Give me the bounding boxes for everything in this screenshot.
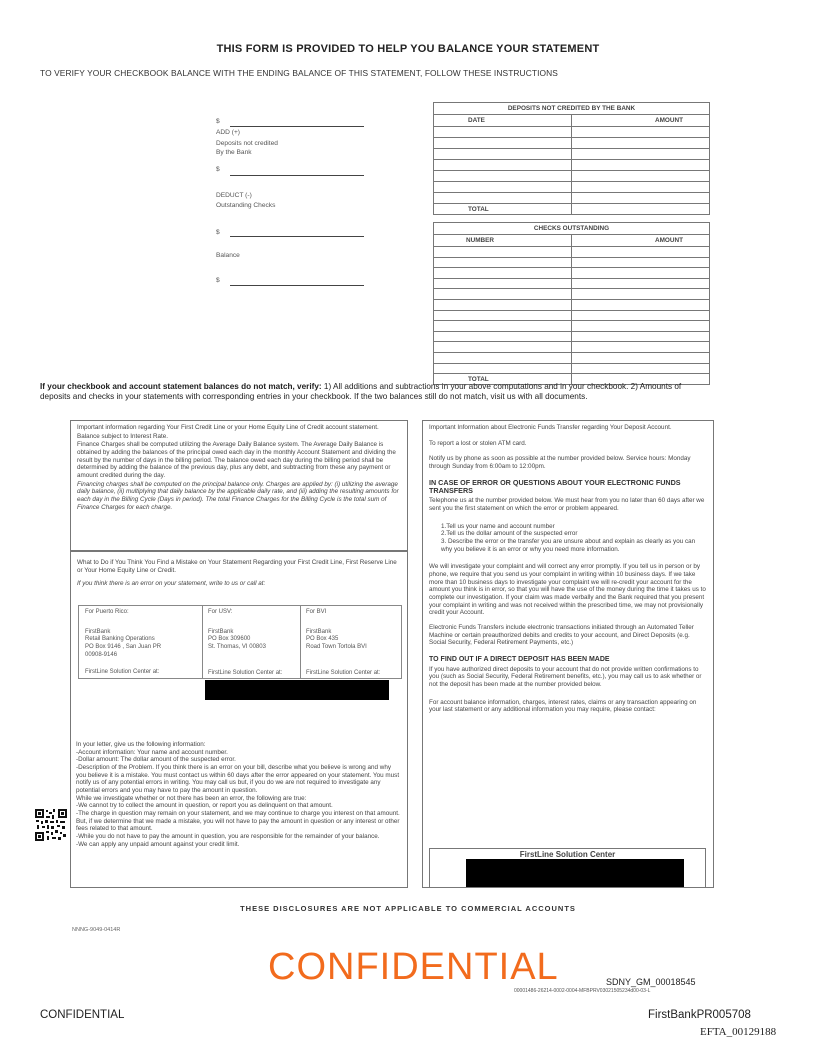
table-cell[interactable] xyxy=(434,182,572,193)
table-cell[interactable] xyxy=(572,321,710,332)
address-line: PO Box 309600 xyxy=(208,636,251,643)
qr-code-icon xyxy=(34,808,68,842)
finance-charges-text: Finance Charges shall be computed utilizing the Average Daily Balance system. The Average Daily Balance is obtained by adding the balances of the principal owed each day in the monthly Account Statement and dividing the result by the number of days in the billing period. The balance owed each day during the billing period shall be determined by adding the balance of the previous day, plus any debt, and subtracting from these any payment or amount credited during the day. xyxy=(77,441,396,480)
letter-line: -The charge in question may remain on your statement, and we may continue to charge you interest on that amount. But, if we determine that we made a mistake, you will not have to pay the amount in question or any interest or other fees related to that amount. xyxy=(76,810,400,833)
letter-info xyxy=(76,741,402,848)
address-line: FirstBank xyxy=(208,628,234,635)
column-divider xyxy=(300,606,301,678)
table-cell[interactable] xyxy=(572,127,710,138)
dollar-sign: $ xyxy=(216,277,220,284)
address-columns xyxy=(78,605,402,679)
table-cell[interactable] xyxy=(572,193,710,204)
confidential-label: CONFIDENTIAL xyxy=(40,1009,125,1021)
deposits-total-label: TOTAL xyxy=(434,204,572,215)
table-cell[interactable] xyxy=(434,247,572,258)
investigation-text: We will investigate your complaint and will correct any error promptly. If you tell us in person or by phone, we require that you send us your complaint in writing within 10 business days. If we take more than 10 business days to investigate your complaint we will re-credit your account for the amount you think is in error, so that you will have the use of the money during the time it takes us to complete our investigation. If your claim was made verbally and the Bank required that you present your complaint in writing and was not received within the prescribed time, we may not provisionally credit your Account. xyxy=(429,563,706,617)
address-line: FirstBank xyxy=(306,628,332,635)
column-divider xyxy=(202,606,203,678)
confidential-stamp: CONFIDENTIAL xyxy=(268,946,559,988)
address-head: For USV: xyxy=(208,609,233,615)
solution-center-title: FirstLine Solution Center xyxy=(519,850,616,859)
table-cell[interactable] xyxy=(434,310,572,321)
solution-center-box xyxy=(429,848,706,887)
eft-intro: Important Information about Electronic Funds Transfer regarding Your Deposit Account. xyxy=(429,424,672,431)
solution-center-label: FirstLine Solution Center at: xyxy=(208,669,283,676)
address-line: PO Box 435 xyxy=(306,636,339,643)
form-code: NNNG-9049-0414R xyxy=(72,927,121,933)
direct-deposit-text: If you have authorized direct deposits to your account that do not provide written confirmations to you (such as Social Security, Federal Retirement benefits, etc.), you may call us to ask whether or not the deposit has been made at the number provided below. xyxy=(429,665,702,688)
balance-label: Balance xyxy=(216,252,240,259)
col-date: DATE xyxy=(434,115,572,127)
add-label: ADD (+) xyxy=(216,129,240,136)
deposits-label: Deposits not credited xyxy=(216,140,278,147)
col-amount: AMOUNT xyxy=(572,235,710,247)
disclosure-note: THESE DISCLOSURES ARE NOT APPLICABLE TO COMMERCIAL ACCOUNTS xyxy=(240,904,576,913)
letter-line: -We can apply any unpaid amount against your credit limit. xyxy=(76,840,240,848)
verify-lead: If your checkbook and account statement balances do not match, verify: xyxy=(40,382,322,391)
table-cell[interactable] xyxy=(434,352,572,363)
service-hours-text: Notify us by phone as soon as possible at the number provided below. Service hours: Monday through Sunday from 6:00am to 12:00pm. xyxy=(429,455,691,471)
dollar-sign: $ xyxy=(216,229,220,236)
page-subtitle: TO VERIFY YOUR CHECKBOOK BALANCE WITH THE ENDING BALANCE OF THIS STATEMENT, FOLLOW THESE INSTRUCTIONS xyxy=(40,68,558,78)
error-heading: IN CASE OF ERROR OR QUESTIONS ABOUT YOUR ELECTRONIC FUNDS TRANSFERS xyxy=(429,477,681,496)
mistake-heading: What to Do if You Think You Find a Mistake on Your Statement Regarding your First Credit Line, First Reserve Line or Your Home Equity Line or Credit. xyxy=(77,559,397,574)
address-usvi xyxy=(208,609,300,677)
table-cell[interactable] xyxy=(572,247,710,258)
solution-center-label: FirstLine Solution Center at: xyxy=(306,669,381,676)
list-item: 3. Describe the error or the transfer you are unsure about and explain as clearly as you can why you believe it is an error or why you need more information. xyxy=(441,537,696,553)
credit-info-intro: Important information regarding Your First Credit Line or your Home Equity Line of Credit account statement. xyxy=(77,424,379,431)
table-cell[interactable] xyxy=(434,278,572,289)
address-line: PO Box 9146 , San Juan PR xyxy=(85,644,162,651)
table-cell[interactable] xyxy=(572,299,710,310)
letter-line: -Dollar amount: The dollar amount of the suspected error. xyxy=(76,756,236,764)
deposits-table xyxy=(433,102,710,215)
table-cell[interactable] xyxy=(434,299,572,310)
deposits-table-title: DEPOSITS NOT CREDITED BY THE BANK xyxy=(434,103,710,115)
outstanding-label: Outstanding Checks xyxy=(216,202,276,209)
table-cell[interactable] xyxy=(572,268,710,279)
table-cell[interactable] xyxy=(434,331,572,342)
credit-line-info-box xyxy=(70,420,408,552)
address-line: FirstBank xyxy=(85,628,111,635)
table-cell[interactable] xyxy=(572,149,710,160)
verify-instructions xyxy=(40,382,710,403)
table-cell[interactable] xyxy=(434,127,572,138)
address-bvi xyxy=(306,609,400,677)
table-cell[interactable] xyxy=(434,268,572,279)
table-cell[interactable] xyxy=(572,171,710,182)
dollar-sign: $ xyxy=(216,118,220,125)
table-cell[interactable] xyxy=(572,331,710,342)
address-line: Road Town Tortola BVI xyxy=(306,644,367,651)
efta-number: EFTA_00129188 xyxy=(700,1026,777,1038)
letter-line: While we investigate whether or not there has been an error, the following are true: xyxy=(76,794,307,802)
telephone-text: Telephone us at the number provided below. We must hear from you no later than 60 days after we sent you the first statement on which the error or problem appeared. xyxy=(429,497,705,512)
table-cell[interactable] xyxy=(434,342,572,353)
redaction-bar xyxy=(466,859,684,887)
interest-rate-note: Balance subject to Interest Rate. xyxy=(77,432,169,440)
address-line: 00908-9146 xyxy=(85,651,118,658)
error-steps-list xyxy=(429,523,707,554)
table-cell[interactable] xyxy=(572,342,710,353)
lost-card-text: To report a lost or stolen ATM card. xyxy=(429,439,527,447)
table-cell[interactable] xyxy=(434,193,572,204)
checks-table-title: CHECKS OUTSTANDING xyxy=(434,223,710,235)
address-head: For Puerto Rico: xyxy=(85,609,129,615)
table-cell[interactable] xyxy=(434,171,572,182)
financing-charges-text: Financing charges shall be computed on the principal balance only. Charges are applied by: (i) utilizing the average daily balance, (ii) multiplying that daily balance by the applicable daily rate, and (iii) adding the resulting amounts for each day in the Billing Cycle (Days in period). The total Finance Charges for the Billing Cycle is the total sum of Finance Charges for each charge. xyxy=(77,480,399,511)
outstanding-line[interactable] xyxy=(230,236,364,237)
balance-line[interactable] xyxy=(230,285,364,286)
eft-info-box xyxy=(422,420,714,888)
mistake-subheading: If you think there is an error on your statement, write to us or call at: xyxy=(77,580,266,588)
address-puerto-rico xyxy=(85,609,200,677)
checks-total-label: TOTAL xyxy=(434,374,572,385)
letter-line: -While you do not have to pay the amount in question, you are responsible for the remainder of your balance. xyxy=(76,833,380,841)
table-cell[interactable] xyxy=(572,310,710,321)
letter-line: In your letter, give us the following information: xyxy=(76,741,206,748)
address-line: Retail Banking Operations xyxy=(85,636,155,643)
table-cell[interactable] xyxy=(434,160,572,171)
table-cell[interactable] xyxy=(572,289,710,300)
list-item: 2.Tell us the dollar amount of the suspected error xyxy=(441,530,578,538)
verify-text: 1) All additions and subtractions in your above computations and in your checkbook. 2) Amounts of deposits and checks in your statements with corresponding entries in your checkbook. If the two balances still do not match, visit us with all documents. xyxy=(40,382,682,402)
deposits-total-cell[interactable] xyxy=(572,204,710,215)
direct-deposit-heading: TO FIND OUT IF A DIRECT DEPOSIT HAS BEEN MADE xyxy=(429,656,610,663)
table-cell[interactable] xyxy=(434,149,572,160)
sdny-number: SDNY_GM_00018545 xyxy=(606,977,696,987)
col-number: NUMBER xyxy=(434,235,572,247)
bates-number: FirstBankPR005708 xyxy=(648,1009,751,1021)
col-amount: AMOUNT xyxy=(572,115,710,127)
table-cell[interactable] xyxy=(572,257,710,268)
deposits-line[interactable] xyxy=(230,175,364,176)
table-cell[interactable] xyxy=(572,182,710,193)
letter-line: -Account information: Your name and account number. xyxy=(76,748,228,756)
list-item: 1.Tell us your name and account number xyxy=(441,522,555,530)
table-cell[interactable] xyxy=(572,278,710,289)
table-cell[interactable] xyxy=(434,363,572,374)
table-cell[interactable] xyxy=(434,289,572,300)
dollar-sign: $ xyxy=(216,166,220,173)
table-cell[interactable] xyxy=(434,138,572,149)
table-cell[interactable] xyxy=(434,321,572,332)
contact-text: For account balance information, charges, interest rates, claims or any transaction appearing on your last statement or any additional information you may require, please contact: xyxy=(429,698,697,714)
letter-line: -Description of the Problem. If you think there is an error on your bill, describe what you believe is wrong and why you believe it is a mistake. You must contact us within 60 days after the error appeared on your statement. You must notify us of any potential errors in writing. You may call us but, if you do we are not required to investigate any potential errors and you may have to pay the amount in question. xyxy=(76,764,400,795)
redaction-bar xyxy=(205,680,389,700)
table-cell[interactable] xyxy=(572,352,710,363)
address-head: For BVI xyxy=(306,609,327,615)
checks-table xyxy=(433,222,710,385)
page-title: THIS FORM IS PROVIDED TO HELP YOU BALANCE YOUR STATEMENT xyxy=(216,43,600,55)
table-cell[interactable] xyxy=(572,138,710,149)
eft-definition-text: Electronic Funds Transfers include electronic transactions initiated through an Automated Teller Machine or certain preauthorized debits and credits to your account, and Direct Deposits (e.g. Social Security, Federal Retirement Payments, etc.) xyxy=(429,623,694,647)
statement-balance-line[interactable] xyxy=(230,126,364,127)
letter-line: -We cannot try to collect the amount in question, or report you as delinquent on that amount. xyxy=(76,802,333,810)
solution-center-label: FirstLine Solution Center at: xyxy=(85,669,160,676)
deposits-label-2: By the Bank xyxy=(216,149,252,156)
table-cell[interactable] xyxy=(572,160,710,171)
deduct-label: DEDUCT (-) xyxy=(216,192,252,199)
table-cell[interactable] xyxy=(434,257,572,268)
document-code: 00001486-26214-0002-0004-MFBPRV03021505234d00-03-L xyxy=(514,988,651,994)
table-cell[interactable] xyxy=(572,363,710,374)
address-line: St. Thomas, VI 00803 xyxy=(208,644,266,651)
